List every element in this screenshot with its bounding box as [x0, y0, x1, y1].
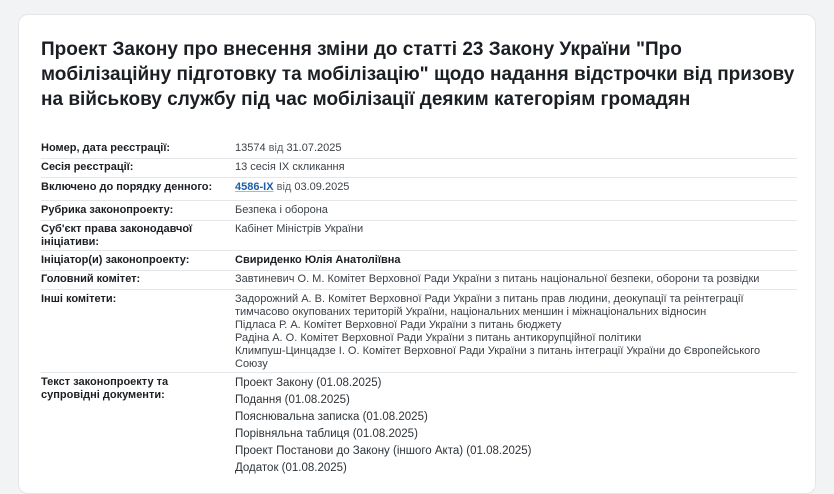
agenda-label: Включено до порядку денного:: [41, 181, 213, 193]
registration-from: від: [268, 142, 284, 154]
bill-card: [18, 14, 816, 494]
registration-date: 31.07.2025: [286, 142, 342, 154]
subject-label: Суб'єкт права законодавчої ініціативи:: [41, 223, 193, 248]
agenda-law-link[interactable]: 4586-IX: [235, 181, 274, 193]
agenda-date: 03.09.2025: [294, 181, 350, 193]
documents-label: Текст законопроекту та супровідні документи:: [41, 376, 169, 401]
committee-item: Задорожний А. В. Комітет Верховної Ради України з питань прав людини, деокупації та реінтеграції тимчасово окупованих територій України, національних меншин і міжнаціональних відносин: [235, 293, 744, 318]
divider: [41, 200, 797, 201]
other-committees-label: Інші комітети:: [41, 293, 117, 305]
rubric-value: Безпека і оборона: [235, 204, 328, 216]
divider: [41, 158, 797, 159]
divider: [41, 270, 797, 271]
document-link[interactable]: Подання (01.08.2025): [235, 394, 350, 406]
registration-number: 13574: [235, 142, 266, 154]
divider: [41, 289, 797, 290]
document-link[interactable]: Проект Закону (01.08.2025): [235, 377, 382, 389]
registration-label: Номер, дата реєстрації:: [41, 142, 171, 154]
initiator-label: Ініціатор(и) законопроекту:: [41, 254, 190, 266]
divider: [41, 250, 797, 251]
bill-title: Проект Закону про внесення зміни до статті 23 Закону України "Про мобілізаційну підготовку та мобілізацію" щодо надання відстрочки від призову на військову службу під час мобілізації деяким категоріям громадян: [41, 39, 795, 110]
initiator-value: Свириденко Юлія Анатоліївна: [235, 254, 401, 266]
session-value: 13 сесія IX скликання: [235, 161, 345, 173]
other-committees-list: [235, 293, 775, 371]
divider: [41, 372, 797, 373]
document-link[interactable]: Додаток (01.08.2025): [235, 462, 347, 474]
session-label: Сесія реєстрації:: [41, 161, 134, 173]
committee-item: Підласа Р. А. Комітет Верховної Ради України з питань бюджету: [235, 319, 562, 331]
document-link[interactable]: Порівняльна таблиця (01.08.2025): [235, 428, 418, 440]
committee-item: Радіна А. О. Комітет Верховної Ради України з питань антикорупційної політики: [235, 332, 642, 344]
main-committee-value: Завтиневич О. М. Комітет Верховної Ради України з питань національної безпеки, оборони та розвідки: [235, 273, 760, 285]
committee-item: Климпуш-Цинцадзе І. О. Комітет Верховної Ради України з питань інтеграції України до Європейського Союзу: [235, 345, 761, 370]
document-link[interactable]: Пояснювальна записка (01.08.2025): [235, 411, 428, 423]
subject-value: Кабінет Міністрів України: [235, 223, 364, 235]
agenda-value: [235, 181, 795, 194]
main-committee-label: Головний комітет:: [41, 273, 141, 285]
agenda-from: від: [276, 181, 292, 193]
divider: [41, 220, 797, 221]
rubric-label: Рубрика законопроекту:: [41, 204, 174, 216]
documents-list: [235, 376, 795, 476]
document-link[interactable]: Проект Постанови до Закону (іншого Акта) (01.08.2025): [235, 445, 532, 457]
divider: [41, 177, 797, 178]
registration-value: [235, 142, 795, 155]
